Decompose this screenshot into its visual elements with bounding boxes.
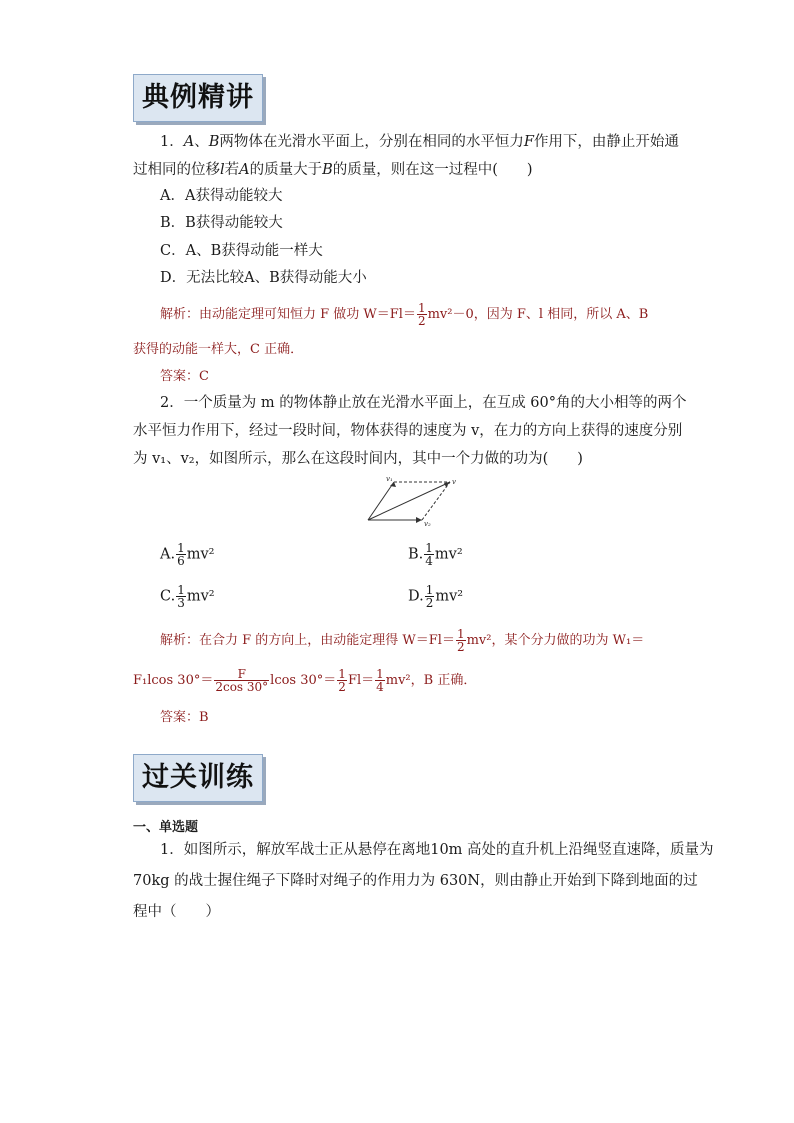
- q2-line3: 为 v₁、v₂，如图所示，那么在这段时间内，其中一个力做的功为( ): [133, 451, 583, 467]
- p1-line3: 程中（ ）: [133, 904, 220, 920]
- q1-answer: 答案：C: [160, 369, 209, 384]
- p1-line1: 1．如图所示，解放军战士正从悬停在离地10m 高处的直升机上沿绳竖直速降，质量为: [160, 842, 714, 858]
- label-v1: v₁: [386, 475, 393, 483]
- q1-option-d: D．无法比较A、B获得动能大小: [160, 270, 367, 286]
- section-heading: 一、单选题: [133, 820, 199, 835]
- q1-option-c: C．A、B获得动能一样大: [160, 243, 323, 259]
- q2-solution-line1: 解析：在合力 F 的方向上，由动能定理得 W＝Fl＝ $\frac{1}{2}$ mv²，某个分力做的功为 W₁＝: [160, 627, 645, 654]
- banner-training: 过关训练: [133, 754, 263, 802]
- q1-line1: 1．A、B两物体在光滑水平面上，分别在相同的水平恒力F作用下，由静止开始通: [160, 134, 679, 150]
- q1-option-a: A．A获得动能较大: [160, 188, 283, 204]
- q2-option-d: D. $\frac{1}{2}$ mv²: [408, 583, 464, 610]
- q2-line1: 2．一个质量为 m 的物体静止放在光滑水平面上，在互成 60°角的大小相等的两个: [160, 395, 687, 411]
- banner-example: 典例精讲: [133, 74, 263, 122]
- q2-option-c: C. $\frac{1}{3}$ mv²: [160, 583, 215, 610]
- q1-option-b: B．B获得动能较大: [160, 215, 283, 231]
- velocity-parallelogram-diagram: [362, 474, 472, 530]
- p1-line2: 70kg 的战士握住绳子下降时对绳子的作用力为 630N，则由静止开始到下降到地面的过: [133, 873, 698, 889]
- q2-answer: 答案：B: [160, 710, 209, 725]
- q1-solution-line2: 获得的动能一样大，C 正确．: [133, 342, 304, 357]
- q1-line2: 过相同的位移l若A的质量大于B的质量，则在这一过程中( ): [133, 162, 533, 178]
- label-v2: v₂: [424, 520, 431, 528]
- q2-line2: 水平恒力作用下，经过一段时间，物体获得的速度为 v，在力的方向上获得的速度分别: [133, 423, 683, 439]
- q2-option-b: B. $\frac{1}{4}$ mv²: [408, 541, 463, 568]
- fraction: $\frac{1}{2}$: [417, 301, 426, 328]
- q2-option-a: A. $\frac{1}{6}$ mv²: [160, 541, 215, 568]
- q2-solution-line2: F₁lcos 30°＝ $\frac{F}{2\cos 30^\circ}$ lcos 30°＝ $\frac{1}{2}$ Fl＝ $\frac{1}{4}$ mv²，B 正确．: [133, 667, 477, 694]
- label-v: v: [452, 478, 456, 486]
- q1-solution-line1: 解析：由动能定理可知恒力 F 做功 W＝Fl＝ $\frac{1}{2}$ mv²－0，因为 F、l 相同，所以 A、B: [160, 301, 649, 328]
